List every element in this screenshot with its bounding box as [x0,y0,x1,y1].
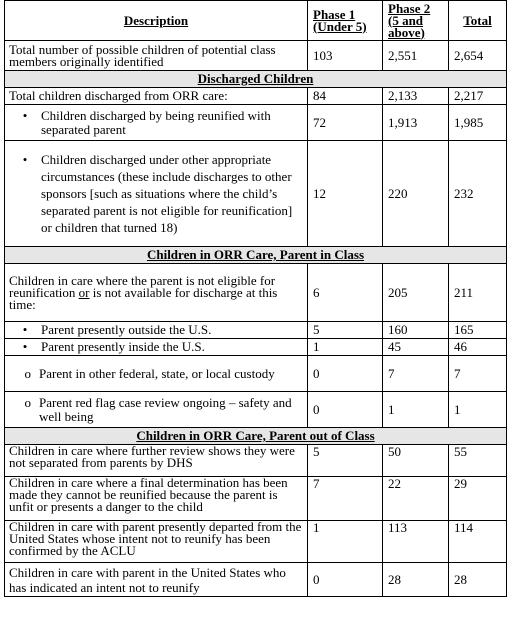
row-phase2-value: 7 [383,356,449,392]
table-row [5,563,507,597]
row-total-value: 232 [449,141,507,247]
row-description: Parent presently outside the U.S. [41,322,212,337]
table-row [5,322,507,339]
bullet-marker: • [22,152,28,167]
row-total-value: 114 [449,521,507,563]
row-description: Parent in other federal, state, or local custody [39,365,275,381]
row-description: Total children discharged from ORR care: [5,88,308,105]
table-row [5,339,507,356]
column-header-description: Description [5,1,308,41]
row-total-value: 55 [449,445,507,477]
table-row [5,264,507,322]
section-header-row [5,71,507,88]
row-total-value: 28 [449,563,507,597]
row-phase1-value: 72 [308,105,383,141]
column-header-phase1: Phase 1 (Under 5) [308,1,383,41]
row-total-value: 7 [449,356,507,392]
section-header-row [5,428,507,445]
row-description-cell [5,392,308,428]
row-phase1-value: 5 [308,445,383,477]
row-phase2-value: 2,133 [383,88,449,105]
bullet-marker: • [22,322,28,337]
bullet-marker: • [22,339,28,354]
section-header-row [5,247,507,264]
row-phase1-value: 0 [308,563,383,597]
row-description-part: is not available for discharge at this time: [9,284,278,312]
row-total-value: 1 [449,392,507,428]
row-description-cell [5,264,308,322]
row-total-value: 2,217 [449,88,507,105]
column-header-phase2: Phase 2 (5 and above) [383,1,449,41]
column-header-total: Total [449,1,507,41]
row-phase1-value: 1 [308,521,383,563]
row-description: Total number of possible children of potential class members originally identified [5,41,308,71]
table-row [5,392,507,428]
row-total-value: 211 [449,264,507,322]
table-row [5,445,507,477]
row-description: Children in care with parent in the United States who has indicated an intent not to reunify [5,563,308,597]
row-phase2-value: 2,551 [383,41,449,71]
document-page [4,0,507,597]
row-total-value: 46 [449,339,507,356]
row-phase2-value: 1 [383,392,449,428]
row-description-emphasis: or [78,284,90,300]
row-phase2-value: 28 [383,563,449,597]
header-row [5,1,507,41]
bullet-marker: • [22,107,28,123]
row-total-value: 2,654 [449,41,507,71]
row-description: Children in care with parent presently departed from the United States whose intent not to reunify has been confirmed by the ACLU [5,521,308,563]
row-description: Children in care where a final determination has been made they cannot be reunified because the parent is unfit or presents a danger to the child [5,477,308,521]
row-description-cell [5,356,308,392]
row-phase2-value: 1,913 [383,105,449,141]
table-row [5,141,507,247]
row-description: Children discharged under other appropriate circumstances (these include discharges to other sponsors [such as situations where the child’s separated parent is not eligible for reunification] or children that turned 18) [41,152,293,235]
row-phase1-value: 84 [308,88,383,105]
row-description: Children in care where further review shows they were not separated from parents by DHS [5,445,308,477]
sub-bullet-marker: o [24,365,31,381]
row-phase1-value: 103 [308,41,383,71]
row-phase2-value: 113 [383,521,449,563]
row-total-value: 165 [449,322,507,339]
row-phase1-value: 0 [308,356,383,392]
row-description: Children discharged by being reunified with separated parent [41,107,271,137]
row-phase2-value: 220 [383,141,449,247]
row-phase2-value: 50 [383,445,449,477]
row-phase1-value: 1 [308,339,383,356]
table-row [5,105,507,141]
row-phase2-value: 205 [383,264,449,322]
row-description: Parent presently inside the U.S. [41,339,205,354]
row-phase2-value: 160 [383,322,449,339]
table-row [5,356,507,392]
table-row [5,41,507,71]
row-phase2-value: 45 [383,339,449,356]
row-phase1-value: 5 [308,322,383,339]
row-description-cell [5,339,308,356]
row-phase1-value: 0 [308,392,383,428]
row-phase2-value: 22 [383,477,449,521]
sub-bullet-marker: o [24,394,31,410]
table-row [5,88,507,105]
row-phase1-value: 6 [308,264,383,322]
section-heading-parent-in-class: Children in ORR Care, Parent in Class [5,247,507,264]
row-description: Parent red flag case review ongoing – safety and well being [39,394,292,424]
row-description-part: Children in care where the parent is not eligible for reunification [9,272,276,300]
row-description-cell [5,322,308,339]
table-row [5,521,507,563]
row-description-cell [5,105,308,141]
row-total-value: 1,985 [449,105,507,141]
children-status-table [4,0,507,597]
row-description-cell [5,141,308,247]
section-heading-parent-out-of-class: Children in ORR Care, Parent out of Class [5,428,507,445]
row-phase1-value: 7 [308,477,383,521]
row-total-value: 29 [449,477,507,521]
row-phase1-value: 12 [308,141,383,247]
section-heading-discharged: Discharged Children [5,71,507,88]
table-row [5,477,507,521]
